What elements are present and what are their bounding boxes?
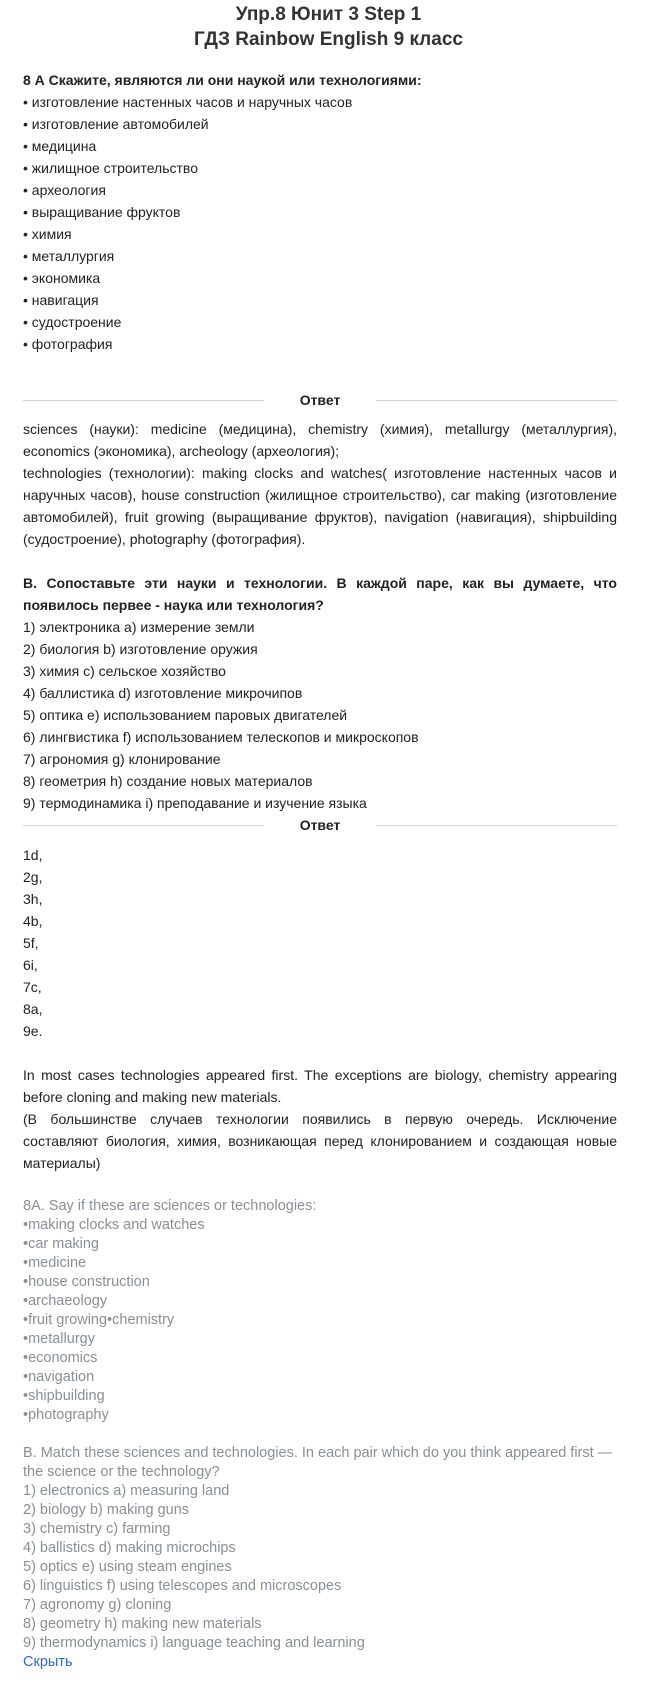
task-b-heading: B. Сопоставьте эти науки и технологии. В каждой паре, как вы думаете, что появилось первее - наука или технология? xyxy=(23,575,617,613)
list-item: 8) geometry h) making new materials xyxy=(23,1616,262,1632)
list-item: 1) электроника a) измерение земли xyxy=(23,619,255,635)
task-b-list xyxy=(23,616,617,814)
list-item: 4) ballistics d) making microchips xyxy=(23,1540,236,1556)
answer-label: Ответ xyxy=(299,817,341,833)
list-item: • выращивание фруктов xyxy=(23,204,181,220)
list-item: • металлургия xyxy=(23,248,115,264)
list-item: •metallurgy xyxy=(23,1331,95,1347)
list-item: • фотография xyxy=(23,336,113,352)
divider xyxy=(23,825,264,826)
list-item: 1d, xyxy=(23,847,43,863)
answer-b-russian: (В большинстве случаев технологии появились в первую очередь. Исключение составляют биология, химия, возникающая перед клонированием и создающая новые материалы) xyxy=(23,1111,617,1171)
list-item: 5f, xyxy=(23,935,39,951)
list-item: •making clocks and watches xyxy=(23,1217,205,1233)
list-item: 1) electronics a) measuring land xyxy=(23,1483,230,1499)
original-heading-b: B. Match these sciences and technologies. In each pair which do you think appeared first — the science or the technology? xyxy=(23,1445,613,1480)
list-item: • навигация xyxy=(23,292,99,308)
list-item: • экономика xyxy=(23,270,101,286)
list-item: • медицина xyxy=(23,138,97,154)
answer-separator xyxy=(23,389,617,411)
title-line-1: Упр.8 Юнит 3 Step 1 xyxy=(235,4,422,25)
task-a-list xyxy=(23,91,617,355)
list-item: •medicine xyxy=(23,1255,87,1271)
list-item: • изготовление автомобилей xyxy=(23,116,209,132)
divider xyxy=(376,400,617,401)
page-title xyxy=(23,2,617,52)
list-item: 8) геометрия h) создание новых материалов xyxy=(23,773,313,789)
answer-a-technologies: technologies (технологии): making clocks and watches( изготовление настенных часов и наручных часов), house construction (жилищное строительство), car making (изготовление автомобилей), fruit growing (выращивание фруктов), navigation (навигация), shipbuilding (судостроение), photography (фотография). xyxy=(23,465,617,547)
list-item: 7c, xyxy=(23,979,42,995)
list-item: 6) лингвистика f) использованием телескопов и микроскопов xyxy=(23,729,419,745)
list-item: • химия xyxy=(23,226,72,242)
list-item: 5) оптика e) использованием паровых двигателей xyxy=(23,707,348,723)
list-item: •economics xyxy=(23,1350,98,1366)
list-item: •navigation xyxy=(23,1369,95,1385)
list-item: 3h, xyxy=(23,891,43,907)
task-a-heading: 8 А Скажите, являются ли они наукой или технологиями: xyxy=(23,72,422,88)
answer-b-pairs xyxy=(23,844,617,1042)
list-item: 3) chemistry c) farming xyxy=(23,1521,171,1537)
title-line-2: ГДЗ Rainbow English 9 класс xyxy=(194,29,463,50)
list-item: •shipbuilding xyxy=(23,1388,105,1404)
list-item: •fruit growing•chemistry xyxy=(23,1312,175,1328)
list-item: 7) агрономия g) клонирование xyxy=(23,751,221,767)
list-item: 9) термодинамика i) преподавание и изучение языка xyxy=(23,795,367,811)
original-heading-a: 8A. Say if these are sciences or technologies: xyxy=(23,1198,317,1214)
original-task-b xyxy=(23,1444,617,1653)
original-task-a xyxy=(23,1197,617,1425)
list-item: 4b, xyxy=(23,913,43,929)
list-item: • жилищное строительство xyxy=(23,160,198,176)
list-item: • археология xyxy=(23,182,106,198)
list-item: 9) thermodynamics i) language teaching and learning xyxy=(23,1635,365,1651)
divider xyxy=(376,825,617,826)
divider xyxy=(23,400,264,401)
answer-b-english: In most cases technologies appeared first. The exceptions are biology, chemistry appearing before cloning and making new materials. xyxy=(23,1067,617,1105)
list-item: 6i, xyxy=(23,957,38,973)
answer-label: Ответ xyxy=(299,392,341,408)
list-item: •car making xyxy=(23,1236,99,1252)
list-item: 4) баллистика d) изготовление микрочипов xyxy=(23,685,303,701)
list-item: 7) agronomy g) cloning xyxy=(23,1597,172,1613)
list-item: 2) биология b) изготовление оружия xyxy=(23,641,258,657)
list-item: 9e. xyxy=(23,1023,43,1039)
answer-separator xyxy=(23,814,617,836)
list-item: 2g, xyxy=(23,869,43,885)
list-item: 2) biology b) making guns xyxy=(23,1502,190,1518)
list-item: 6) linguistics f) using telescopes and microscopes xyxy=(23,1578,342,1594)
exercise-page xyxy=(0,2,657,1672)
list-item: •archaeology xyxy=(23,1293,108,1309)
list-item: • изготовление настенных часов и наручных часов xyxy=(23,94,353,110)
list-item: 3) химия c) сельское хозяйство xyxy=(23,663,226,679)
answer-a-sciences: sciences (науки): medicine (медицина), chemistry (химия), metallurgy (металлургия), economics (экономика), archeology (археология); xyxy=(23,421,617,459)
list-item: 5) optics e) using steam engines xyxy=(23,1559,232,1575)
list-item: •photography xyxy=(23,1407,109,1423)
list-item: 8a, xyxy=(23,1001,43,1017)
list-item: •house construction xyxy=(23,1274,150,1290)
hide-link[interactable]: Скрыть xyxy=(23,1654,73,1670)
list-item: • судостроение xyxy=(23,314,122,330)
